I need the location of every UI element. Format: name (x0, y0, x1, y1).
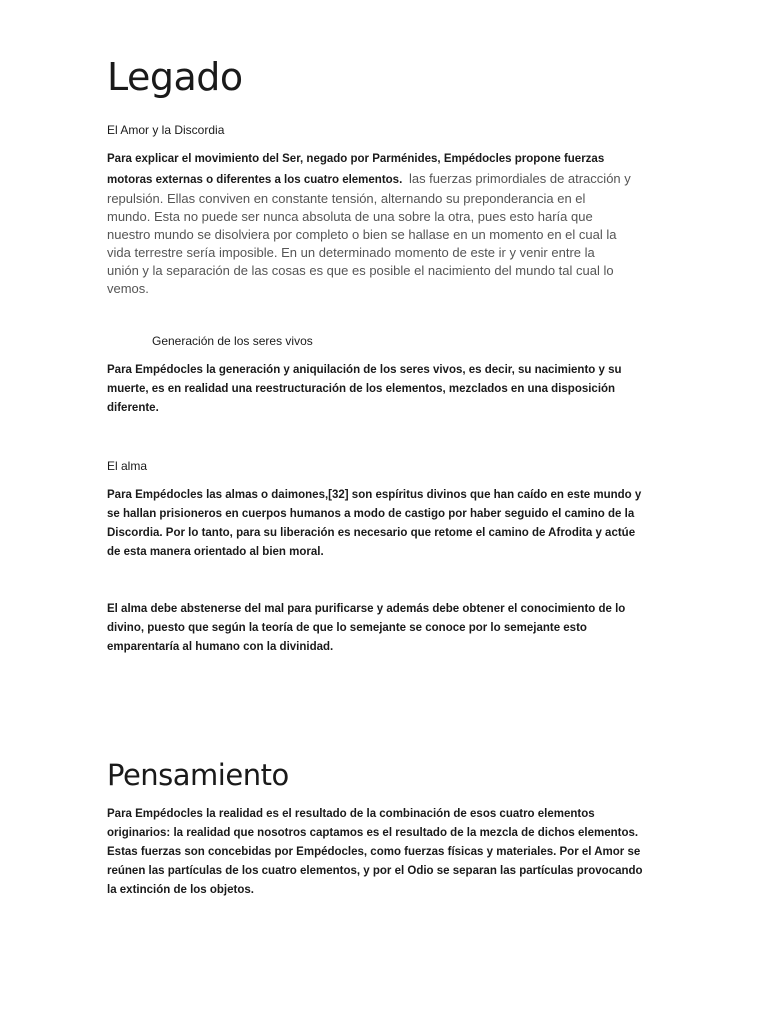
paragraph-pensamiento (107, 805, 657, 900)
paragraph-line: de esta manera orientado al bien moral. (107, 546, 324, 558)
paragraph-line-bold-part: motoras externas o diferentes a los cuatro elementos. (107, 174, 403, 186)
heading-pensamiento: Pensamiento (107, 758, 289, 792)
paragraph-line: Para explicar el movimiento del Ser, negado por Parménides, Empédocles propone fuerzas (107, 153, 605, 165)
paragraph-line: originarios: la realidad que nosotros captamos es el resultado de la mezcla de dichos elementos. (107, 827, 639, 839)
paragraph-line: Para Empédocles las almas o daimones,[32] son espíritus divinos que han caído en este mundo y (107, 489, 642, 501)
paragraph-line: Para Empédocles la generación y aniquilación de los seres vivos, es decir, su nacimiento y su (107, 364, 622, 376)
paragraph-generacion (107, 361, 657, 418)
paragraph-line: la extinción de los objetos. (107, 884, 254, 896)
paragraph-amor-discordia (107, 150, 657, 298)
paragraph-line: Para Empédocles la realidad es el resultado de la combinación de esos cuatro elementos (107, 808, 595, 820)
paragraph-line: mundo. Esta no puede ser nunca absoluta de una sobre la otra, pues esto haría que (107, 209, 593, 224)
paragraph-line: vida terrestre sería imposible. En un determinado momento de este ir y venir entre la (107, 245, 595, 260)
paragraph-line: repulsión. Ellas conviven en constante tensión, alternando su preponderancia en el (107, 191, 586, 206)
subheading-generacion: Generación de los seres vivos (152, 334, 313, 348)
paragraph-line-mixed (107, 169, 657, 190)
paragraph-line: diferente. (107, 402, 159, 414)
heading-legado: Legado (107, 55, 243, 99)
paragraph-line: Discordia. Por lo tanto, para su liberación es necesario que retome el camino de Afrodita y actúe (107, 527, 636, 539)
paragraph-alma-1 (107, 486, 657, 562)
paragraph-line: El alma debe abstenerse del mal para purificarse y además debe obtener el conocimiento de lo (107, 603, 626, 615)
paragraph-line-regular-part: las fuerzas primordiales de atracción y (408, 171, 631, 186)
paragraph-line: se hallan prisioneros en cuerpos humanos a modo de castigo por haber seguido el camino de la (107, 508, 635, 520)
paragraph-line: unión y la separación de las cosas es que es posible el nacimiento del mundo tal cual lo (107, 263, 614, 278)
paragraph-line: emparentaría al humano con la divinidad. (107, 641, 334, 653)
paragraph-line: reúnen las partículas de los cuatro elementos, y por el Odio se separan las partículas provocando (107, 865, 643, 877)
paragraph-line: vemos. (107, 281, 149, 296)
subheading-amor-discordia: El Amor y la Discordia (107, 123, 225, 137)
paragraph-alma-2 (107, 600, 657, 657)
paragraph-line: Estas fuerzas son concebidas por Empédocles, como fuerzas físicas y materiales. Por el Amor se (107, 846, 641, 858)
paragraph-line: muerte, es en realidad una reestructuración de los elementos, mezclados en una disposición (107, 383, 616, 395)
subheading-el-alma: El alma (107, 459, 148, 473)
paragraph-line: divino, puesto que según la teoría de que lo semejante se conoce por lo semejante esto (107, 622, 587, 634)
paragraph-line: nuestro mundo se disolviera por completo o bien se hallase en un momento en el cual la (107, 227, 617, 242)
